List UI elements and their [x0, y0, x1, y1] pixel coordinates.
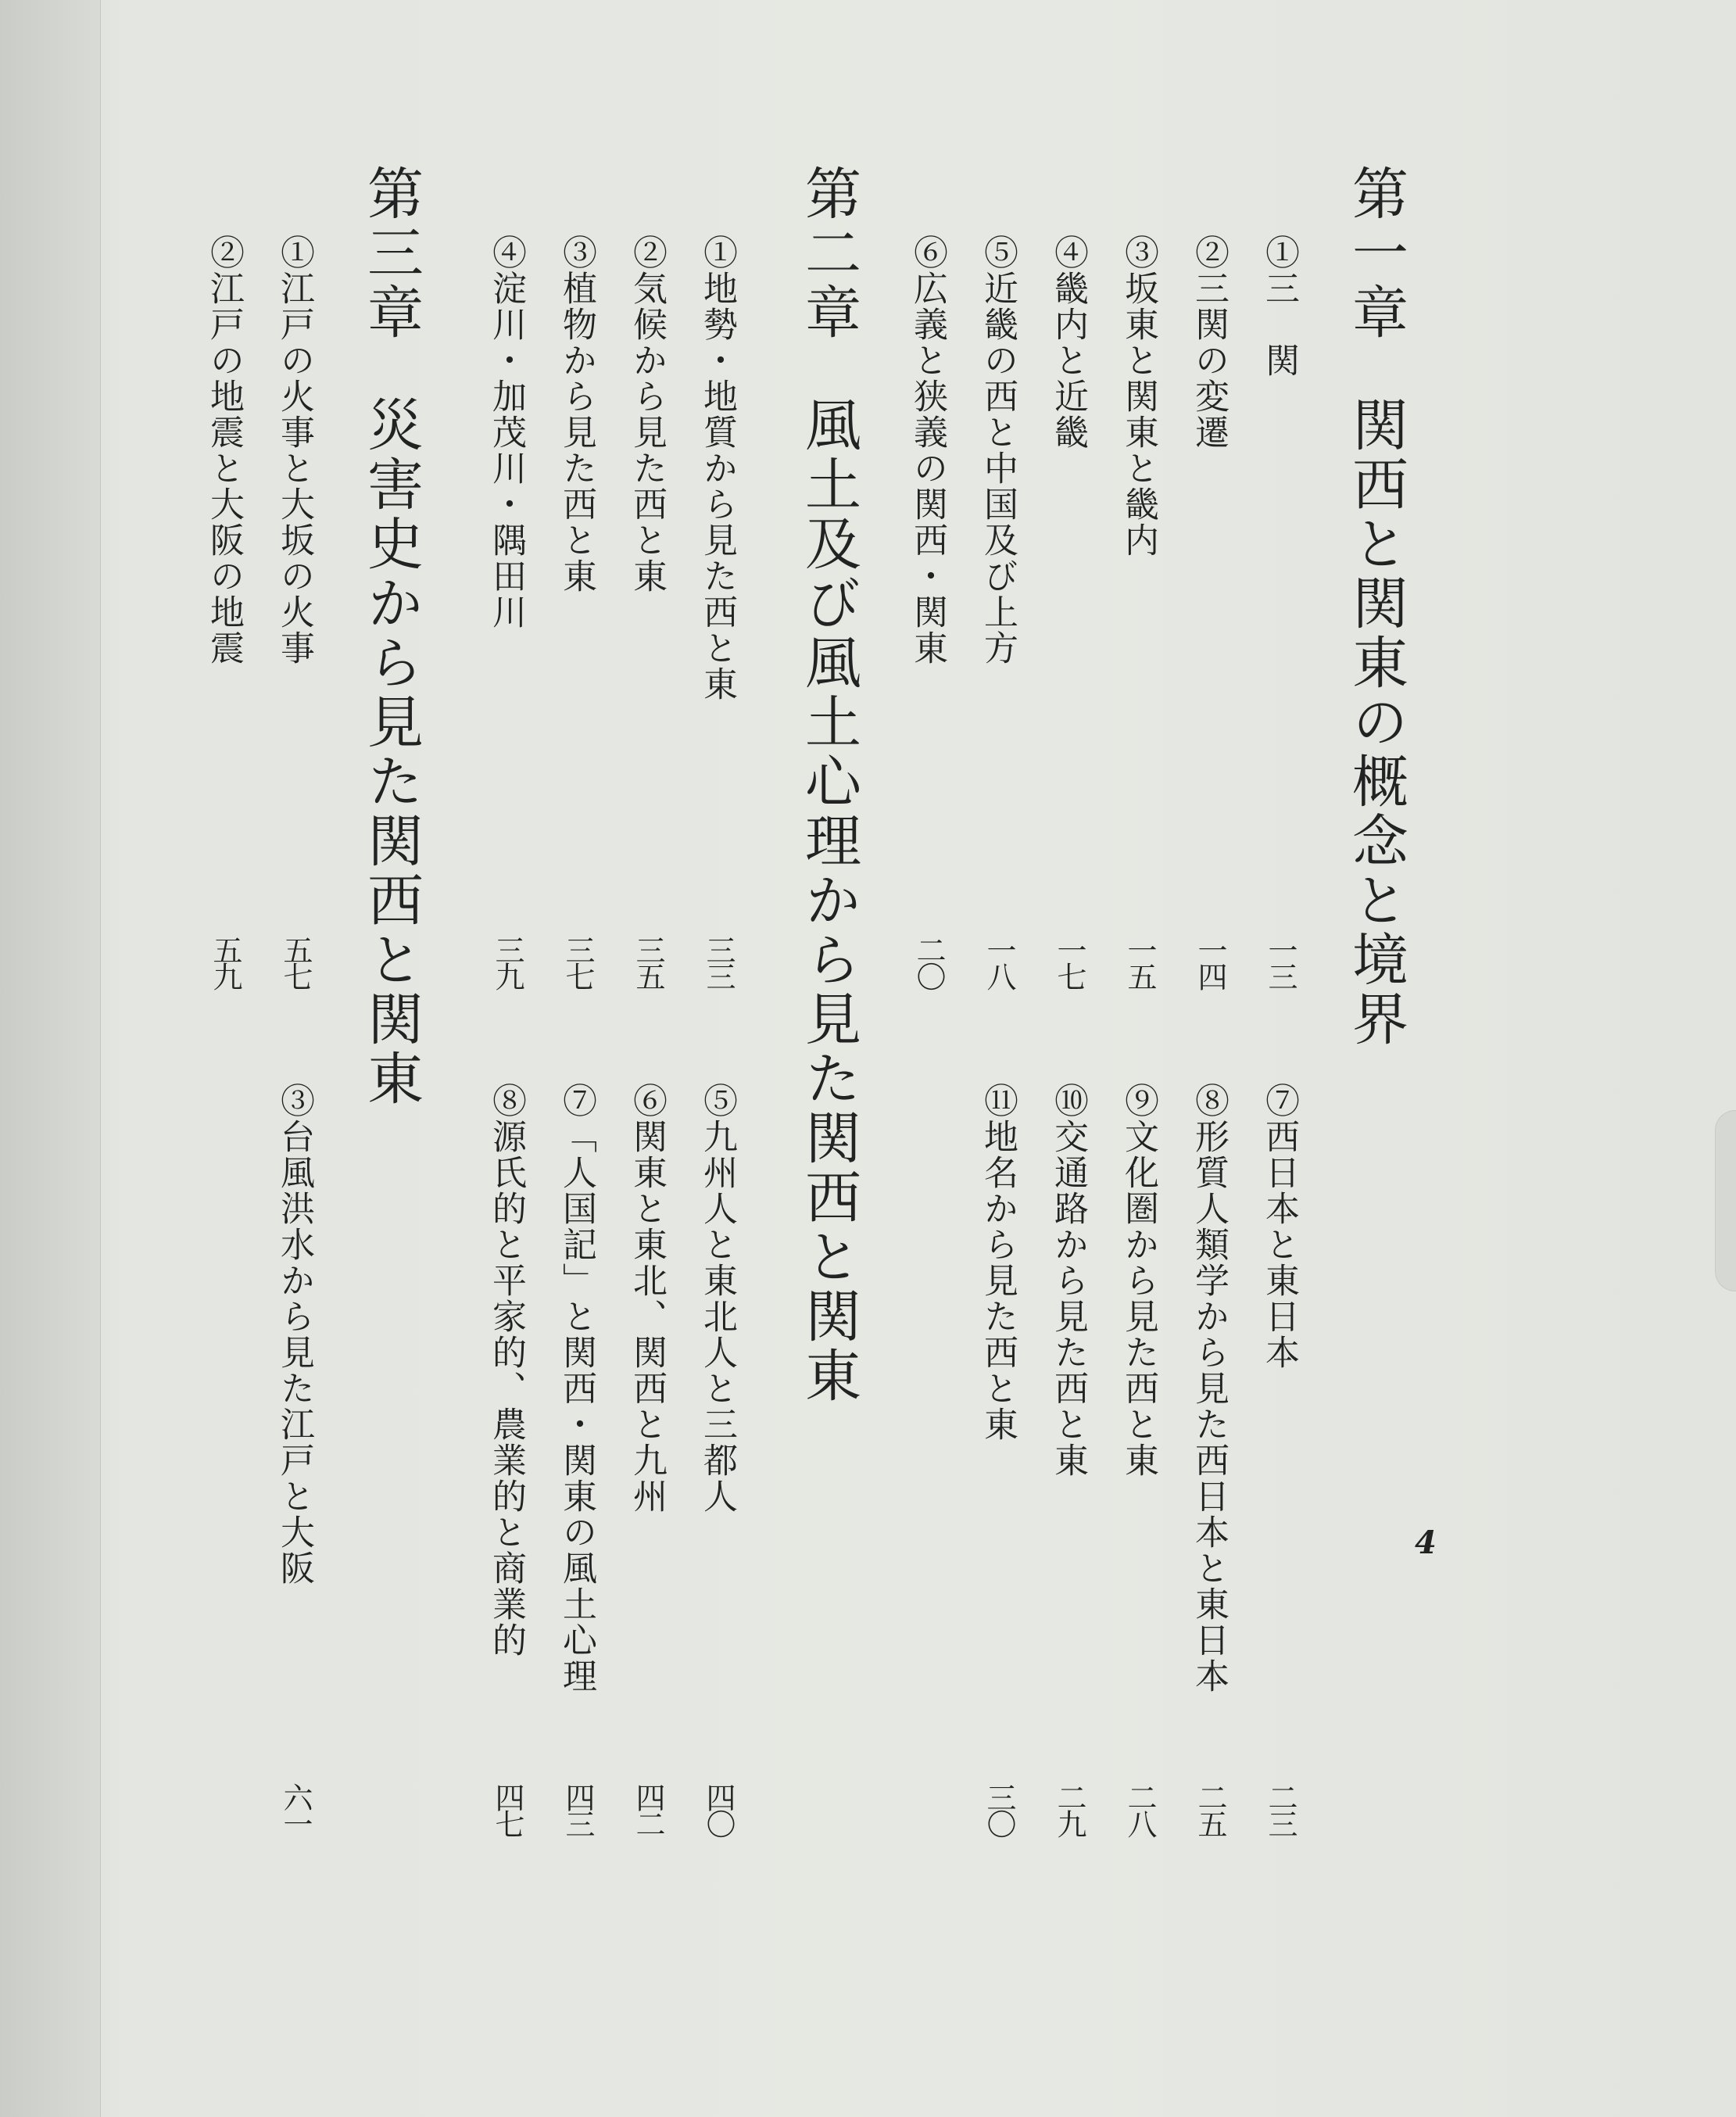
toc-entry-label: ⑤近畿の西と中国及び上方: [978, 235, 1018, 666]
toc-entry-label: ⑦西日本と東日本: [1259, 1083, 1299, 1370]
toc-entry[interactable]: [205, 235, 242, 666]
toc-entry-page: 一五: [1122, 935, 1157, 988]
toc-entry-page: 三〇: [982, 1782, 1016, 1836]
toc-entry[interactable]: [557, 1083, 595, 1694]
toc-entry-page: 五九: [208, 935, 242, 988]
toc-entry-label: ③植物から見た西と東: [557, 235, 596, 594]
toc-entry-label: ⑧形質人類学から見た西日本と東日本: [1189, 1083, 1229, 1694]
toc-entry[interactable]: [979, 235, 1016, 666]
toc-entry[interactable]: [1190, 1083, 1227, 1694]
chapter-title: 災害史から見た関西と関東: [358, 396, 424, 1109]
toc-entry-page: 三九: [490, 935, 524, 988]
toc-entry-page: 四三: [560, 1782, 595, 1836]
toc-entry-page: 三五: [631, 935, 665, 988]
toc-entry-label: ①地勢・地質から見た西と東: [697, 235, 737, 702]
toc-entry[interactable]: [487, 235, 524, 630]
toc-entry[interactable]: [1049, 235, 1086, 450]
toc-entry[interactable]: [1119, 235, 1157, 558]
toc-entry-page: 四〇: [701, 1782, 736, 1836]
toc-entry-page: 三三: [701, 935, 736, 988]
toc-entry[interactable]: [628, 1083, 665, 1514]
toc-entry-page: 一七: [1052, 935, 1086, 988]
toc-entry-page: 三七: [560, 935, 595, 988]
chapter-heading: [360, 164, 422, 1109]
page-number: 4: [1415, 1524, 1437, 1561]
chapter-title: 関西と関東の概念と境界: [1343, 396, 1408, 1049]
toc-entry-label: ⑩交通路から見た西と東: [1048, 1083, 1088, 1478]
toc-entry-page: 四七: [490, 1782, 524, 1836]
toc-entry-label: ⑤九州人と東北人と三都人: [697, 1083, 737, 1514]
toc-entry-label: ③坂東と関東と畿内: [1119, 235, 1158, 558]
toc-entry-label: ⑧源氏的と平家的、農業的と商業的: [486, 1083, 526, 1658]
chapter-heading: [797, 164, 860, 1406]
toc-entry-page: 二三: [1263, 1782, 1298, 1836]
toc-entry[interactable]: [1049, 1083, 1086, 1478]
toc-entry-label: ⑥広義と狭義の関西・関東: [907, 235, 947, 666]
toc-entry-page: 二八: [1122, 1782, 1157, 1836]
toc-entry-label: ②三関の変遷: [1189, 235, 1229, 450]
toc-entry-label: ③台風洪水から見た江戸と大阪: [274, 1083, 314, 1586]
toc-entry-page: 二〇: [911, 935, 946, 988]
chapter-number: 第二章: [796, 164, 861, 342]
toc-entry[interactable]: [979, 1083, 1016, 1442]
toc-entry[interactable]: [557, 235, 595, 594]
toc-entry-label: ⑥関東と東北、関西と九州: [627, 1083, 667, 1514]
toc-entry[interactable]: [1260, 235, 1298, 378]
chapter-number: 第三章: [358, 164, 424, 342]
toc-entry[interactable]: [698, 1083, 736, 1514]
toc-entry-page: 二五: [1193, 1782, 1227, 1836]
chapter-number: 第一章: [1343, 164, 1408, 342]
toc-entry[interactable]: [275, 235, 313, 666]
toc-entry-page: 四二: [631, 1782, 665, 1836]
toc-entry[interactable]: [698, 235, 736, 702]
toc-entry-page: 六一: [278, 1782, 313, 1836]
toc-entry[interactable]: [1119, 1083, 1157, 1478]
toc-entry-label: ⑪地名から見た西と東: [978, 1083, 1018, 1442]
toc-entry-page: 一四: [1193, 935, 1227, 988]
toc-entry-label: ②江戸の地震と大阪の地震: [204, 235, 244, 666]
toc-entry[interactable]: [908, 235, 946, 666]
toc-entry-page: 一三: [1263, 935, 1298, 988]
toc-entry-label: ⑦「人国記」と関西・関東の風土心理: [557, 1083, 596, 1694]
toc-entry-label: ①江戸の火事と大坂の火事: [274, 235, 314, 666]
toc-entry-page: 二九: [1052, 1782, 1086, 1836]
chapter-title: 風土及び風土心理から見た関西と関東: [796, 396, 861, 1406]
toc-entry[interactable]: [1190, 235, 1227, 450]
toc-entry-label: ④畿内と近畿: [1048, 235, 1088, 450]
toc-entry[interactable]: [1260, 1083, 1298, 1370]
toc-entry[interactable]: [628, 235, 665, 594]
toc-entry-page: 一八: [982, 935, 1016, 988]
toc-entry-label: ④淀川・加茂川・隅田川: [486, 235, 526, 630]
toc-entry-label: ⑨文化圏から見た西と東: [1119, 1083, 1158, 1478]
toc-entry[interactable]: [487, 1083, 524, 1658]
toc-entry-page: 五七: [278, 935, 313, 988]
toc-entry[interactable]: [275, 1083, 313, 1586]
chapter-heading: [1344, 164, 1407, 1049]
toc-entry-label: ①三 関: [1259, 235, 1299, 378]
page-gutter: [0, 0, 101, 2117]
toc-entry-label: ②気候から見た西と東: [627, 235, 667, 594]
page-edge-tab: [1715, 1110, 1736, 1291]
